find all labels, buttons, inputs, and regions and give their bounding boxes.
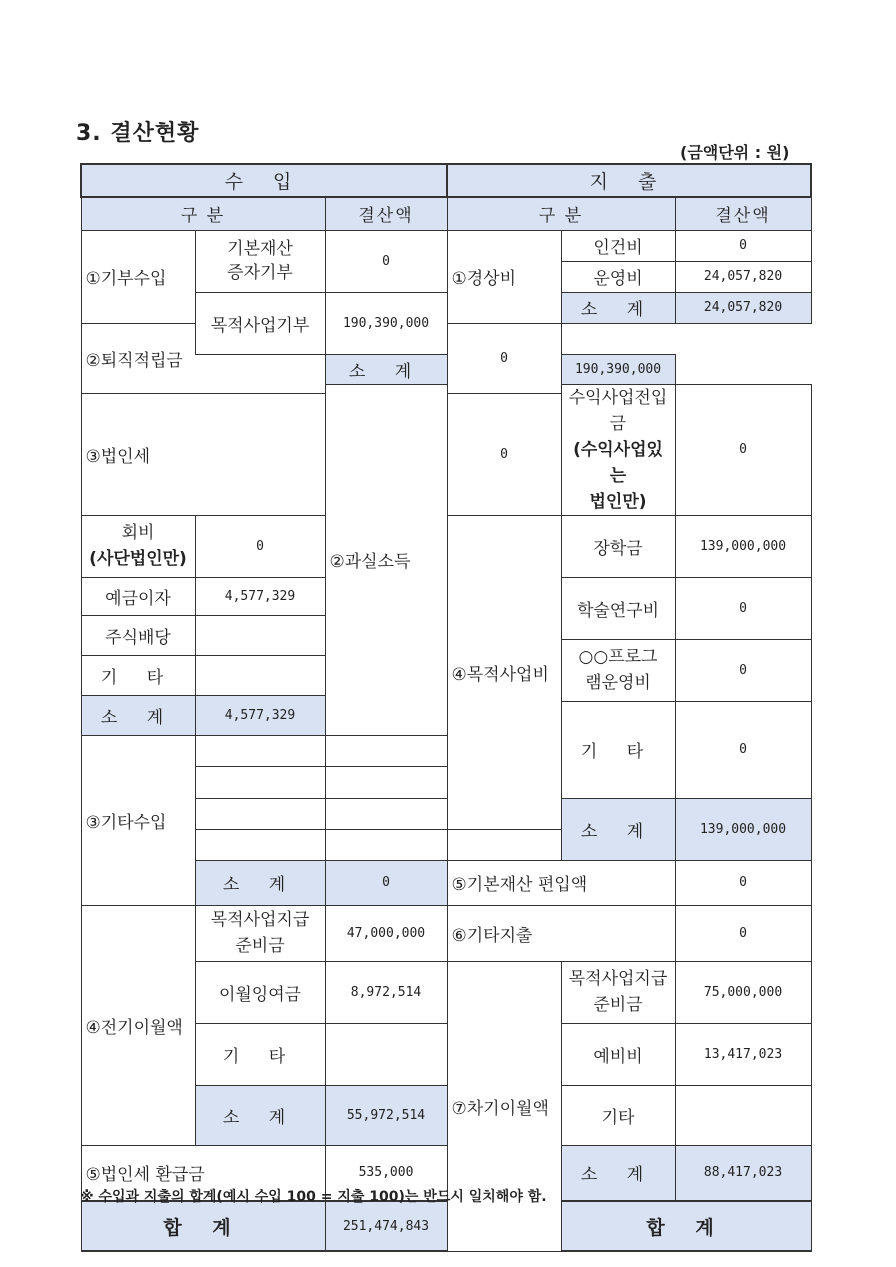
income-total-value: 251,474,843 — [325, 1201, 447, 1251]
expense-endowment-label: ⑤기본재산 편입액 — [447, 860, 675, 905]
settlement-table — [80, 163, 812, 1252]
income-misc-row4-value — [325, 829, 447, 860]
footnote: ※ 수입과 지출의 합계(예시 수입 100 = 지출 100)는 반드시 일치해야 함. — [80, 1189, 547, 1205]
income-refund-label: ⑤법인세 환급금 — [81, 1145, 325, 1201]
expense-personnel-label: 인건비 — [561, 230, 675, 261]
expense-operation-value: 24,057,820 — [675, 261, 811, 292]
income-excess-other-label: 기 타 — [81, 655, 195, 695]
expense-contingency-value: 13,417,023 — [675, 1023, 811, 1085]
expense-carry-other-value — [675, 1085, 811, 1145]
expense-purpose-label: ④목적사업비 — [447, 515, 561, 829]
income-transfer-cell — [561, 384, 675, 515]
expense-retirement-value: 0 — [447, 323, 561, 393]
expense-purpose-other-label: 기 타 — [561, 701, 675, 798]
income-carry-subtotal-label: 소 계 — [195, 1085, 325, 1145]
expense-total-label: 합 계 — [561, 1201, 811, 1251]
expense-carry-reserve-value: 75,000,000 — [675, 961, 811, 1023]
expense-other-label: ⑥기타지출 — [447, 905, 675, 961]
expense-research-label: 학술연구비 — [561, 577, 675, 639]
income-fee-value: 0 — [195, 515, 325, 577]
income-excess-other-value — [195, 655, 325, 695]
expense-amount-header: 결산액 — [675, 197, 811, 230]
income-basic-value: 0 — [325, 230, 447, 292]
income-fee-label: 회비 — [121, 523, 155, 543]
income-basic-label: 기본재산 증자기부 — [195, 230, 325, 292]
expense-retirement-label: ②퇴직적립금 — [81, 323, 325, 393]
expense-corptax-label: ③법인세 — [81, 393, 325, 515]
income-carry-reserve-label: 목적사업지급 준비금 — [195, 905, 325, 961]
expense-operating-subtotal-value: 24,057,820 — [675, 292, 811, 323]
income-header: 수 입 — [81, 164, 447, 197]
income-carry-other-label: 기 타 — [195, 1023, 325, 1085]
income-surplus-label: 이월잉여금 — [195, 961, 325, 1023]
income-misc-subtotal-label: 소 계 — [195, 860, 325, 905]
income-purpose-value: 190,390,000 — [325, 292, 447, 354]
expense-category-header: 구 분 — [447, 197, 675, 230]
income-carry-reserve-value: 47,000,000 — [325, 905, 447, 961]
expense-carry-subtotal-value: 88,417,023 — [675, 1145, 811, 1201]
income-misc-row3-label — [195, 798, 325, 829]
expense-operation-label: 운영비 — [561, 261, 675, 292]
expense-corptax-value: 0 — [447, 393, 561, 515]
income-misc-row4-label — [195, 829, 325, 860]
income-total-label: 합 계 — [81, 1201, 325, 1251]
income-purpose-label: 목적사업기부 — [195, 292, 325, 354]
income-transfer-note: (수익사업있는 법인만) — [573, 439, 663, 512]
expense-personnel-value: 0 — [675, 230, 811, 261]
section-title: 3. 결산현황 — [76, 121, 200, 146]
expense-carry-label: ⑦차기이월액 — [447, 961, 561, 1251]
expense-other-value: 0 — [675, 905, 811, 961]
income-category-header: 구 분 — [81, 197, 325, 230]
income-excess-subtotal-value: 4,577,329 — [195, 695, 325, 735]
income-misc-row3-value — [325, 798, 447, 829]
income-interest-label: 예금이자 — [81, 577, 195, 615]
income-misc-label: ③기타수입 — [81, 735, 195, 905]
income-amount-header: 결산액 — [325, 197, 447, 230]
income-fee-cell — [81, 515, 195, 577]
income-misc-row2-value — [325, 766, 447, 798]
income-carry-other-value — [325, 1023, 447, 1085]
expense-endowment-value: 0 — [675, 860, 811, 905]
income-carry-subtotal-value: 55,972,514 — [325, 1085, 447, 1145]
expense-program-label: ○○프로그 램운영비 — [561, 639, 675, 701]
income-donation-subtotal-value: 190,390,000 — [561, 354, 675, 384]
income-carry-label: ④전기이월액 — [81, 905, 195, 1145]
income-misc-row1-value — [325, 735, 447, 766]
income-refund-value: 535,000 — [325, 1145, 447, 1201]
expense-research-value: 0 — [675, 577, 811, 639]
income-dividend-value — [195, 615, 325, 655]
expense-purpose-other-value: 0 — [675, 701, 811, 798]
expense-header: 지 출 — [447, 164, 811, 197]
income-excess-subtotal-label: 소 계 — [81, 695, 195, 735]
expense-contingency-label: 예비비 — [561, 1023, 675, 1085]
expense-carry-subtotal-label: 소 계 — [561, 1145, 675, 1201]
income-misc-row1-label — [195, 735, 325, 766]
expense-carry-other-label: 기타 — [561, 1085, 675, 1145]
income-transfer-label: 수익사업전입금 — [568, 387, 668, 434]
income-misc-subtotal-value: 0 — [325, 860, 447, 905]
income-dividend-label: 주식배당 — [81, 615, 195, 655]
income-donation-label: ①기부수입 — [81, 230, 195, 323]
expense-operating-label: ①경상비 — [447, 230, 561, 323]
expense-operating-subtotal-label: 소 계 — [561, 292, 675, 323]
expense-purpose-subtotal-value: 139,000,000 — [675, 798, 811, 860]
expense-scholarship-value: 139,000,000 — [675, 515, 811, 577]
income-donation-subtotal-label: 소 계 — [325, 354, 447, 384]
income-surplus-value: 8,972,514 — [325, 961, 447, 1023]
expense-carry-reserve-label: 목적사업지급 준비금 — [561, 961, 675, 1023]
income-transfer-value: 0 — [675, 384, 811, 515]
expense-scholarship-label: 장학금 — [561, 515, 675, 577]
income-misc-row2-label — [195, 766, 325, 798]
expense-program-value: 0 — [675, 639, 811, 701]
income-interest-value: 4,577,329 — [195, 577, 325, 615]
unit-label: (금액단위 : 원) — [680, 143, 790, 162]
expense-purpose-subtotal-label: 소 계 — [561, 798, 675, 860]
income-fee-note: (사단법인만) — [89, 549, 187, 569]
income-excess-label: ②과실소득 — [325, 384, 447, 735]
